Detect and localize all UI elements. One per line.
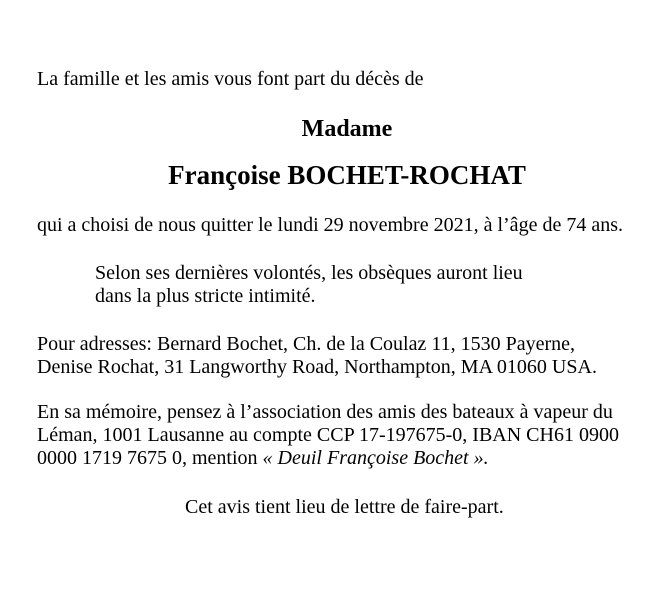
death-date-line: qui a choisi de nous quitter le lundi 29 novembre 2021, à l’âge de 74 ans. <box>37 214 623 236</box>
memorial-line-1: En sa mémoire, pensez à l’association des amis des bateaux à vapeur du <box>37 401 613 423</box>
wishes-line-2: dans la plus stricte intimité. <box>95 285 316 307</box>
memorial-line-3 <box>37 447 657 470</box>
intro-line: La famille et les amis vous font part du décès de <box>37 68 424 90</box>
last-wishes-paragraph <box>95 262 657 308</box>
title-madame: Madame <box>301 116 393 142</box>
memorial-line-3-mention: « Deuil Françoise Bochet ». <box>262 447 489 469</box>
memorial-donation-paragraph <box>37 401 657 470</box>
closing-line: Cet avis tient lieu de lettre de faire-part. <box>185 496 504 518</box>
deceased-name: Françoise BOCHET-ROCHAT <box>168 160 526 190</box>
memorial-line-2: Léman, 1001 Lausanne au compte CCP 17-197675-0, IBAN CH61 0900 <box>37 424 619 446</box>
addresses-line-1: Pour adresses: Bernard Bochet, Ch. de la Coulaz 11, 1530 Payerne, <box>37 333 576 355</box>
memorial-line-3-account: 0000 1719 7675 0, mention <box>37 447 263 469</box>
addresses-paragraph <box>37 333 657 379</box>
addresses-line-2: Denise Rochat, 31 Langworthy Road, Northampton, MA 01060 USA. <box>37 356 597 378</box>
wishes-line-1: Selon ses dernières volontés, les obsèques auront lieu <box>95 262 523 284</box>
